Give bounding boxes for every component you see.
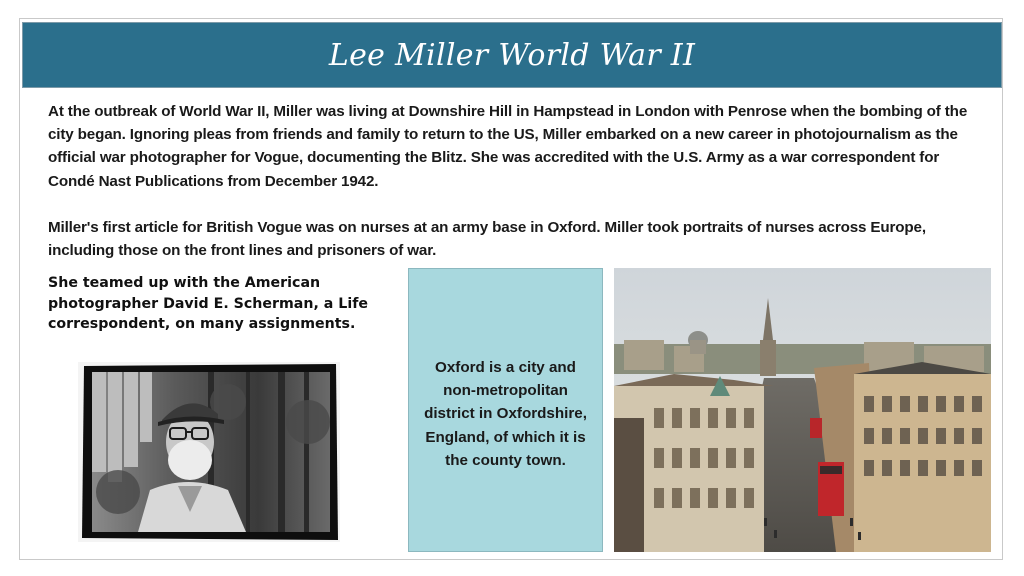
- oxford-city-photo: [614, 268, 991, 552]
- title-bar: [22, 22, 1002, 88]
- body-text: [48, 100, 978, 262]
- portrait-photo: [78, 362, 340, 542]
- caption-box: [408, 268, 603, 552]
- paragraph-1: At the outbreak of World War II, Miller was living at Downshire Hill in Hampstead in London with Penrose when the bombing of the city began. Ignoring pleas from friends and family to return to the US, Miller embarked on a new career in photojournalism as the official war photographer for Vogue, documenting the Blitz. She was accredited with the U.S. Army as a war correspondent for Condé Nast Publications from December 1942.: [48, 103, 968, 190]
- caption-text: Oxford is a city and non-metropolitan district in Oxfordshire, England, of which it is the county town.: [424, 359, 587, 469]
- paragraph-2: Miller's first article for British Vogue was on nurses at an army base in Oxford. Miller took portraits of nurses across Europe, including those on the front lines and prisoners of war.: [48, 218, 926, 260]
- slide-title: Lee Miller World War II: [328, 37, 696, 73]
- side-text: She teamed up with the American photographer David E. Scherman, a Life correspondent, on many assignments.: [48, 275, 368, 332]
